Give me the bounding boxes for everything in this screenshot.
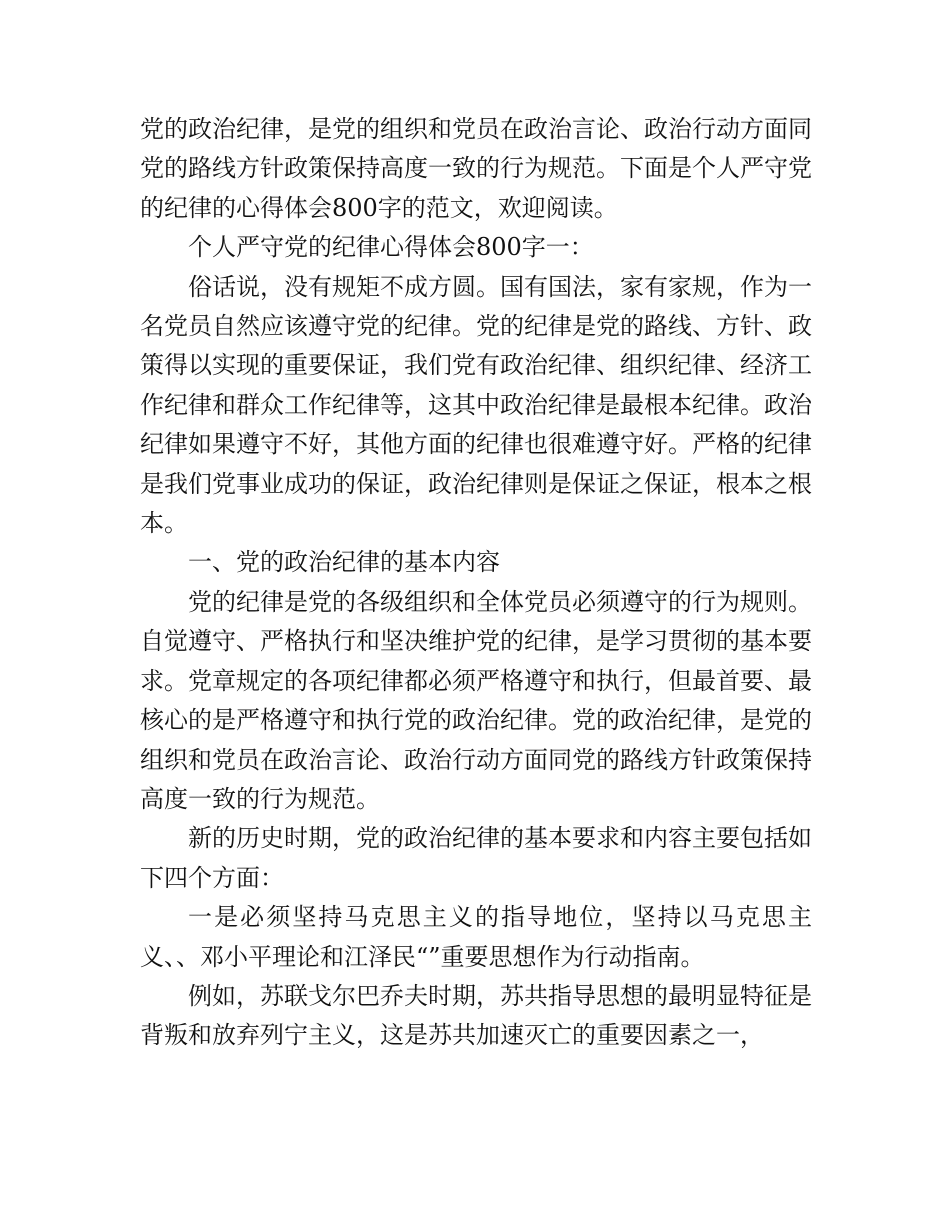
paragraph-new-era: 新的历史时期，党的政治纪律的基本要求和内容主要包括如下四个方面： — [140, 824, 812, 892]
paragraph-heading-part-one: 个人严守党的纪律心得体会800字一： — [188, 233, 594, 262]
document-page — [140, 110, 812, 1056]
paragraph-party-discipline: 党的纪律是党的各级组织和全体党员必须遵守的行为规则。自觉遵守、严格执行和坚决维护党的纪律，是学习贯彻的基本要求。党章规定的各项纪律都必须严格遵守和执行，但最首要、最核心的是严格遵守和执行党的政治纪律。党的政治纪律，是党的组织和党员在政治言论、政治行动方面同党的路线方针政策保持高度一致的行为规范。 — [140, 587, 812, 813]
section-heading-basic-content: 一、党的政治纪律的基本内容 — [188, 548, 500, 577]
paragraph-point-one: 一是必须坚持马克思主义的指导地位，坚持以马克思主义、、邓小平理论和江泽民“”重要思想作为行动指南。 — [140, 903, 812, 971]
paragraph-proverb: 俗话说，没有规矩不成方圆。国有国法，家有家规，作为一名党员自然应该遵守党的纪律。党的纪律是党的路线、方针、政策得以实现的重要保证，我们党有政治纪律、组织纪律、经济工作纪律和群众工作纪律等，这其中政治纪律是最根本纪律。政治纪律如果遵守不好，其他方面的纪律也很难遵守好。严格的纪律是我们党事业成功的保证，政治纪律则是保证之保证，根本之根本。 — [140, 272, 812, 538]
paragraph-example: 例如，苏联戈尔巴乔夫时期，苏共指导思想的最明显特征是背叛和放弃列宁主义，这是苏共加速灭亡的重要因素之一， — [140, 981, 812, 1050]
paragraph-intro: 党的政治纪律，是党的组织和党员在政治言论、政治行动方面同党的路线方针政策保持高度一致的行为规范。下面是个人严守党的纪律的心得体会800字的范文，欢迎阅读。 — [140, 115, 812, 222]
